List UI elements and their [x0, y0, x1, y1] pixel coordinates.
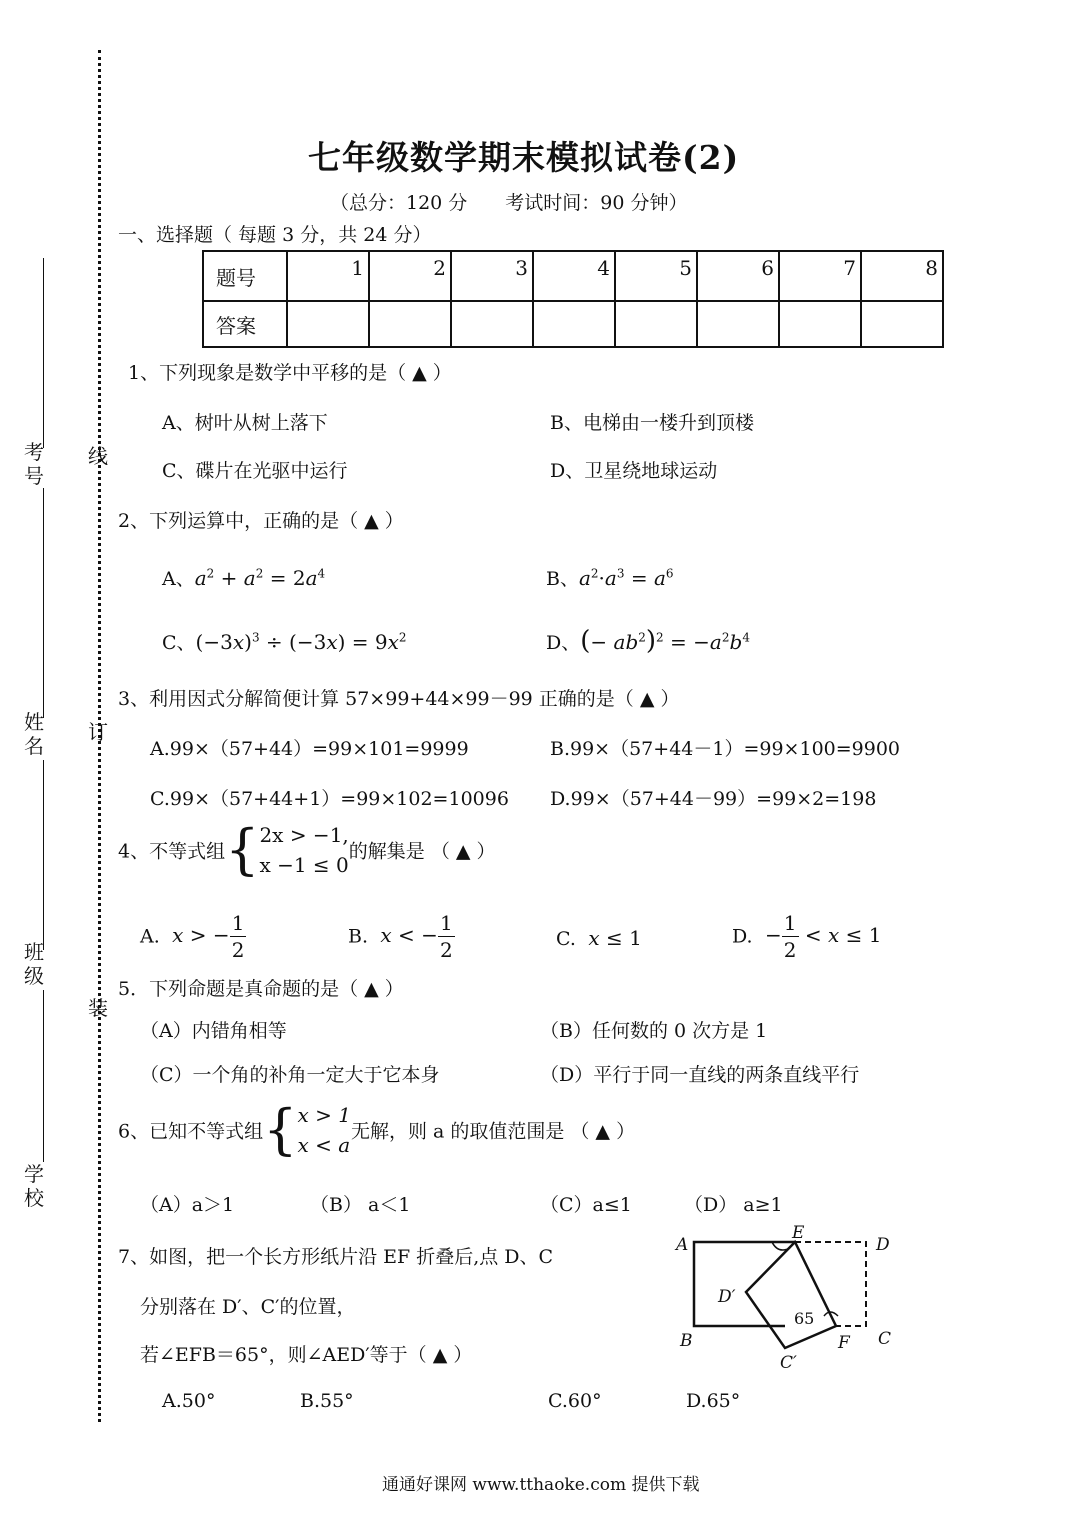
question-4-option-d-label: D.: [732, 925, 753, 948]
footer-source: 通通好课网 www.tthaoke.com 提供下载: [382, 1475, 700, 1495]
question-4-stem: [118, 820, 496, 890]
figure-label-c-prime: C′: [780, 1353, 797, 1373]
folding-figure: [660, 1220, 910, 1380]
formula-4d: − $\frac{1}{2}$ < x ≤ 1: [758, 911, 882, 962]
figure-label-b: B: [680, 1331, 693, 1351]
formula-4b: x < − $\frac{1}{2}$: [380, 911, 453, 962]
figure-label-e: E: [792, 1223, 805, 1243]
question-4-suffix: 的解集是 （ ▲ ）: [348, 840, 496, 863]
question-6-suffix: 无解，则 a 的取值范围是 （ ▲ ）: [350, 1120, 636, 1143]
question-2-option-a: [162, 564, 325, 591]
question-4-option-a: [140, 910, 246, 963]
question-4-option-c-label: C.: [556, 928, 576, 950]
section-heading: 一、选择题（ 每题 3 分，共 24 分）: [118, 224, 432, 246]
answer-cell-6[interactable]: [697, 301, 779, 347]
answer-table-header-row: [203, 251, 943, 301]
question-7-option-d: D.65°: [686, 1390, 741, 1412]
formula-2a: $a^2 + a^2 = 2a^4$: [194, 566, 326, 590]
binding-label-line: 线: [88, 444, 108, 468]
formula-2b: $a^2\cdot a^3 = a^6$: [578, 566, 674, 590]
figure-label-d-prime: D′: [718, 1287, 736, 1307]
question-4-option-b-label: B.: [348, 925, 369, 948]
table-number-4: 4: [533, 251, 615, 301]
binding-label-zhuang: 装: [88, 996, 108, 1020]
question-5-option-a: （A）内错角相等: [140, 1020, 287, 1042]
question-6-prefix: 6、已知不等式组: [118, 1120, 264, 1143]
table-number-8: 8: [861, 251, 943, 301]
question-4-option-a-label: A.: [140, 925, 160, 948]
answer-cell-3[interactable]: [451, 301, 533, 347]
question-4-prefix: 4、不等式组: [118, 840, 226, 863]
brace-icon: {: [225, 818, 260, 881]
page-title: 七年级数学期末模拟试卷(2): [308, 138, 740, 177]
figure-label-a: A: [676, 1235, 689, 1255]
table-number-7: 7: [779, 251, 861, 301]
question-3-option-b: B.99×（57+44－1）=99×100=9900: [550, 738, 901, 760]
question-1-option-d: D、卫星绕地球运动: [550, 460, 718, 482]
school-label: 学校: [24, 1162, 44, 1210]
question-7-line3: 若∠EFB＝65°，则∠AED′等于（ ▲ ）: [140, 1344, 473, 1366]
question-1-stem: 1、下列现象是数学中平移的是（ ▲ ）: [128, 362, 452, 384]
question-6-system: [297, 1100, 350, 1160]
school-underline[interactable]: [43, 990, 44, 1162]
question-1-option-b: B、电梯由一楼升到顶楼: [550, 412, 754, 434]
answer-cell-2[interactable]: [369, 301, 451, 347]
question-5-option-d: （D）平行于同一直线的两条直线平行: [540, 1064, 860, 1086]
class-label: 班级: [24, 940, 44, 988]
question-6-system-line2: x < a: [297, 1133, 351, 1157]
question-4-option-b: [348, 910, 455, 963]
brace-icon: {: [263, 1098, 298, 1161]
question-2-stem: 2、下列运算中，正确的是（ ▲ ）: [118, 510, 404, 532]
question-4-system-line2: x −1 ≤ 0: [259, 853, 349, 877]
formula-4a: x > − $\frac{1}{2}$: [172, 911, 245, 962]
answer-cell-8[interactable]: [861, 301, 943, 347]
name-underline[interactable]: [43, 488, 44, 718]
question-2-option-c-label: C、: [162, 632, 196, 654]
question-7-option-b: B.55°: [300, 1390, 354, 1412]
formula-4c: x ≤ 1: [588, 926, 642, 950]
exam-info: （总分：120 分 考试时间：90 分钟）: [330, 192, 688, 214]
question-2-option-b-label: B、: [546, 568, 579, 590]
question-3-option-d: D.99×（57+44－99）=99×2=198: [550, 788, 877, 810]
table-number-2: 2: [369, 251, 451, 301]
exam-number-label: 考号: [24, 440, 44, 488]
answer-cell-1[interactable]: [287, 301, 369, 347]
table-number-6: 6: [697, 251, 779, 301]
question-1-option-c: C、碟片在光驱中运行: [162, 460, 348, 482]
table-number-3: 3: [451, 251, 533, 301]
table-label-number: 题号: [203, 251, 287, 301]
question-3-option-a: A.99×（57+44）=99×101=9999: [150, 738, 469, 760]
question-6-option-b: （B） a＜1: [310, 1194, 411, 1216]
formula-2c: $(-3x)^3 \div (-3x) = 9x^2$: [195, 630, 407, 654]
answer-table: [202, 250, 944, 348]
table-number-5: 5: [615, 251, 697, 301]
rectangle-solid-edge: [694, 1242, 795, 1326]
figure-angle-label: 65: [794, 1309, 815, 1328]
question-1-option-a: A、树叶从树上落下: [162, 412, 328, 434]
figure-label-c: C: [878, 1329, 892, 1349]
figure-label-f: F: [838, 1333, 850, 1353]
question-4-option-d: [732, 910, 881, 963]
answer-cell-7[interactable]: [779, 301, 861, 347]
folded-part: [746, 1242, 836, 1348]
question-3-stem: 3、利用因式分解简便计算 57×99+44×99－99 正确的是（ ▲ ）: [118, 688, 680, 710]
question-7-line1: 7、如图，把一个长方形纸片沿 EF 折叠后,点 D、C: [118, 1246, 554, 1268]
answer-table-answer-row: [203, 301, 943, 347]
question-4-system: [259, 820, 348, 880]
question-7-line2: 分别落在 D′、C′的位置，: [140, 1296, 356, 1318]
table-number-1: 1: [287, 251, 369, 301]
question-6-option-c: （C）a≤1: [540, 1194, 632, 1216]
answer-cell-4[interactable]: [533, 301, 615, 347]
question-4-system-line1: 2x > −1,: [259, 823, 349, 847]
question-4-option-c: [556, 926, 642, 950]
question-2-option-a-label: A、: [162, 568, 195, 590]
question-3-option-c: C.99×（57+44+1）=99×102=10096: [150, 788, 509, 810]
question-7-option-c: C.60°: [548, 1390, 602, 1412]
answer-cell-5[interactable]: [615, 301, 697, 347]
question-5-option-b: （B）任何数的 0 次方是 1: [540, 1020, 768, 1042]
question-2-option-b: [546, 564, 674, 591]
class-underline[interactable]: [43, 760, 44, 950]
question-6-system-line1: x > 1: [297, 1103, 351, 1127]
question-2-option-d-label: D、: [546, 632, 581, 654]
formula-2d: (− $ab^2)^2 = -a^2b^4$: [580, 626, 750, 656]
table-label-answer: 答案: [203, 301, 287, 347]
question-6-stem: [118, 1100, 635, 1170]
question-2-option-c: [162, 628, 407, 655]
binding-label-ding: 订: [88, 720, 108, 744]
question-6-option-a: （A）a＞1: [140, 1194, 235, 1216]
name-label: 姓名: [24, 710, 44, 758]
question-5-option-c: （C）一个角的补角一定大于它本身: [140, 1064, 440, 1086]
figure-label-d: D: [876, 1235, 890, 1255]
exam-number-underline[interactable]: [43, 258, 44, 448]
question-5-stem: 5．下列命题是真命题的是（ ▲ ）: [118, 978, 404, 1000]
question-6-option-d: （D） a≥1: [684, 1194, 783, 1216]
question-7-option-a: A.50°: [162, 1390, 216, 1412]
question-2-option-d: [546, 626, 750, 656]
